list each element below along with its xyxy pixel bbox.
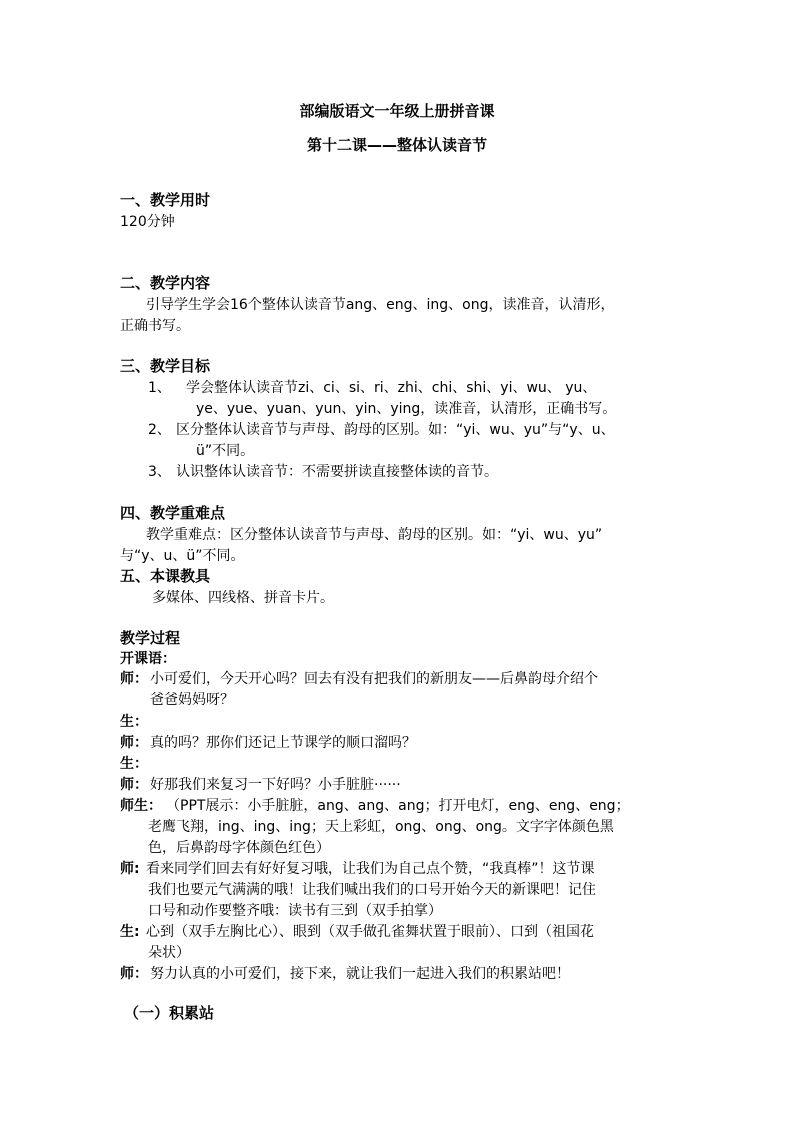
goal-number: 3、 — [148, 464, 171, 480]
speaker-label: 师生： — [120, 798, 162, 814]
document-title: 部编版语文一年级上册拼音课 — [299, 102, 495, 120]
section-heading-accumulation: （一）积累站 — [124, 1004, 215, 1022]
speaker-label: 师: — [120, 861, 140, 877]
dialog-line: （PPT展示：小手脏脏，ang、ang、ang；打开电灯，eng、eng、eng； — [166, 798, 630, 814]
dialog-line: 老鹰飞翔，ing、ing、ing；天上彩虹，ong、ong、ong。文字字体颜色黑 — [148, 819, 614, 835]
dialog-line: 口号和动作要整齐哦：读书有三到（双手拍掌） — [148, 903, 442, 919]
speaker-label: 生： — [120, 714, 148, 730]
goal-number: 1、 — [148, 380, 171, 396]
dialog-line: 小可爱们，今天开心吗？回去有没有把我们的新朋友——后鼻韵母介绍个 — [150, 671, 598, 687]
section-heading-goals: 三、教学目标 — [120, 357, 211, 375]
dialog-line: 好那我们来复习一下好吗？小手脏脏······ — [150, 777, 401, 793]
speaker-label: 师： — [120, 671, 148, 687]
opening-label: 开课语： — [120, 651, 176, 667]
goal-line: ye、yue、yuan、yun、yin、ying，读准音，认清形，正确书写。 — [196, 401, 617, 417]
speaker-label: 师： — [120, 777, 148, 793]
dialog-line: 朵状） — [148, 945, 190, 961]
key-points-line: 教学重难点：区分整体认读音节与声母、韵母的区别。如：“yi、wu、yu” — [146, 527, 603, 543]
speaker-label: 师： — [120, 735, 148, 751]
dialog-line: 真的吗？那你们还记上节课学的顺口溜吗？ — [150, 735, 416, 751]
section-body-time: 120分钟 — [120, 214, 175, 230]
dialog-line: 看来同学们回去有好好复习哦，让我们为自己点个赞，“我真棒”！这节课 — [146, 861, 595, 877]
dialog-line: 我们也要元气满满的哦！让我们喊出我们的口号开始今天的新课吧！记住 — [148, 882, 596, 898]
key-points-line: 与“y、u、ü”不同。 — [120, 548, 245, 564]
speaker-label: 生： — [120, 756, 148, 772]
process-heading: 教学过程 — [120, 629, 181, 647]
dialog-line: 色，后鼻韵母字体颜色红色） — [148, 840, 330, 856]
goal-line: 认识整体认读音节：不需要拼读直接整体读的音节。 — [176, 464, 498, 480]
dialog-line: 心到（双手左胸比心）、眼到（双手做孔雀舞状置于眼前）、口到（祖国花 — [146, 924, 594, 940]
tools-body: 多媒体、四线格、拼音卡片。 — [152, 590, 334, 606]
goal-line: 学会整体认读音节zi、ci、si、ri、zhi、chi、shi、yi、wu、 yu、 — [186, 380, 597, 396]
goal-number: 2、 — [148, 422, 171, 438]
speaker-label: 生: — [120, 924, 140, 940]
speaker-label: 师： — [120, 966, 148, 982]
section-heading-key-points: 四、教学重难点 — [120, 504, 226, 522]
section-heading-content: 二、教学内容 — [120, 274, 211, 292]
document-subtitle: 第十二课——整体认读音节 — [306, 136, 487, 154]
goal-line: ü”不同。 — [196, 443, 255, 459]
content-line: 引导学生学会16个整体认读音节ang、eng、ing、ong，读准音，认清形， — [146, 297, 615, 313]
goal-line: 区分整体认读音节与声母、韵母的区别。如：“yi、wu、yu”与“y、u、 — [176, 422, 615, 438]
dialog-line: 爸爸妈妈呀？ — [150, 692, 234, 708]
content-line: 正确书写。 — [120, 318, 190, 334]
dialog-line: 努力认真的小可爱们，接下来，就让我们一起进入我们的积累站吧！ — [150, 966, 570, 982]
section-heading-tools: 五、本课教具 — [120, 567, 211, 585]
section-heading-time: 一、教学用时 — [120, 191, 211, 209]
